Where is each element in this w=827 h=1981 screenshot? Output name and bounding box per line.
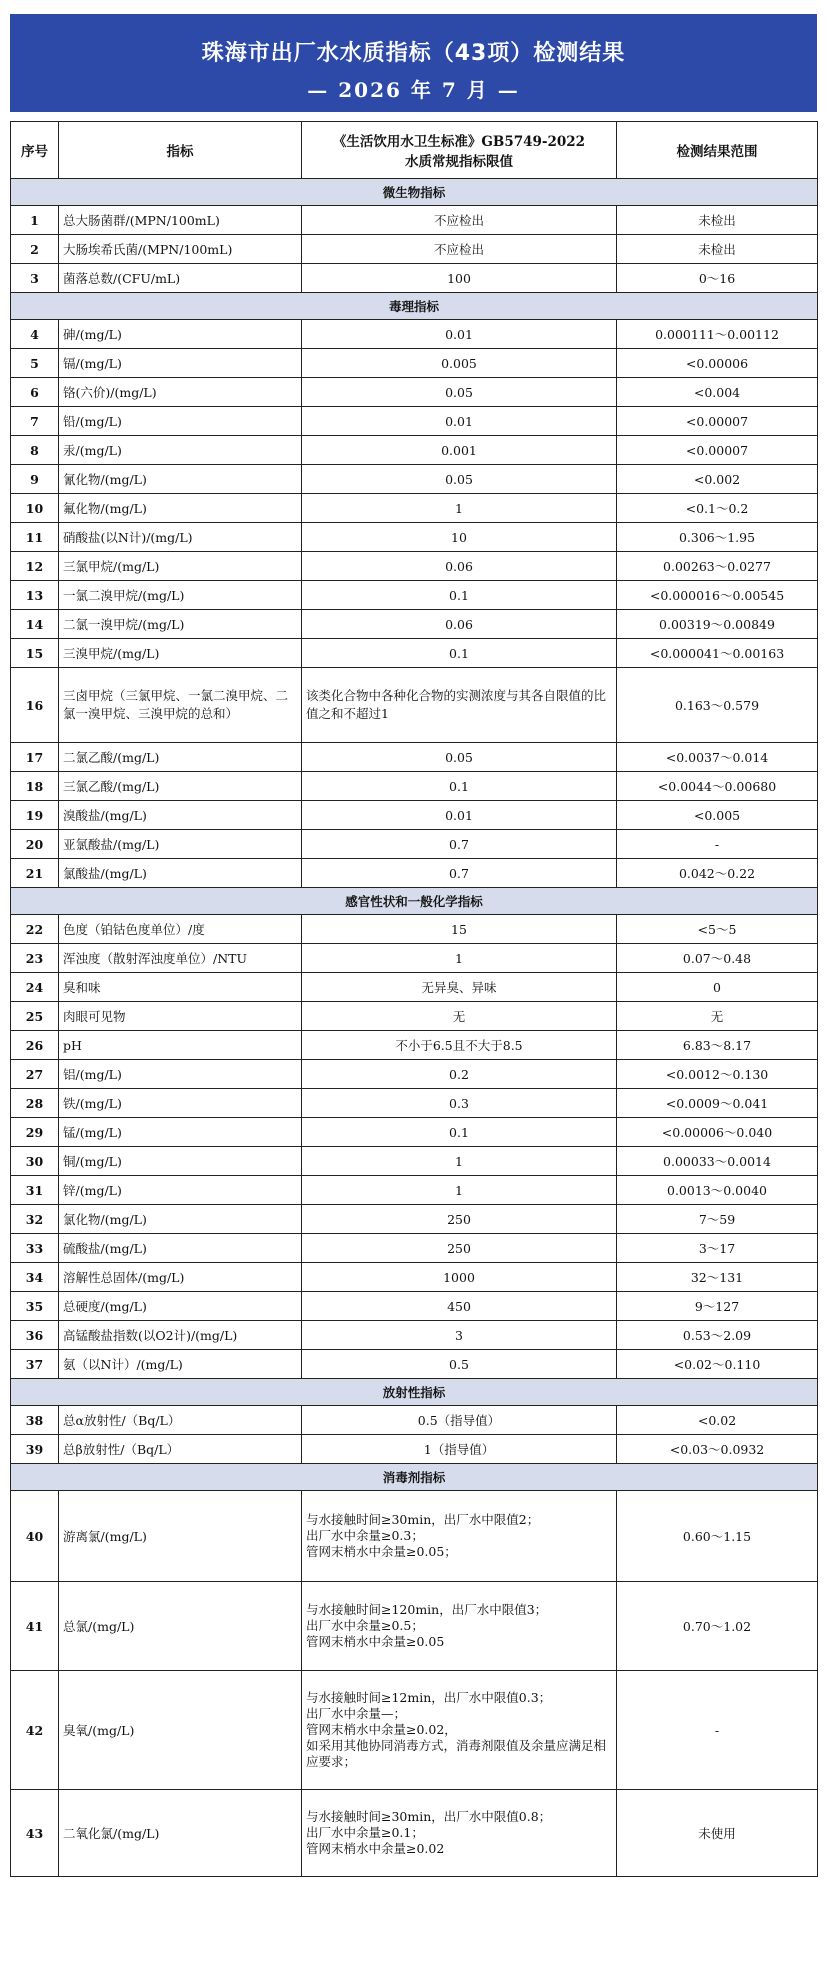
header-limit-line1: 《生活饮用水卫生标准》GB5749-2022: [332, 134, 586, 150]
limit-value: 1: [302, 1176, 617, 1205]
indicator-name: 臭氧/(mg/L): [59, 1671, 302, 1790]
result-value: <0.004: [617, 378, 818, 407]
table-row: [11, 465, 818, 494]
table-row: [11, 1089, 818, 1118]
limit-line: 如采用其他协同消毒方式，消毒剂限值及余量应满足相应要求；: [306, 1738, 607, 1769]
row-number: 34: [11, 1263, 59, 1292]
table-row: [11, 523, 818, 552]
row-number: 37: [11, 1350, 59, 1379]
indicator-name: 铅/(mg/L): [59, 407, 302, 436]
limit-value: 0.05: [302, 743, 617, 772]
results-table: [10, 121, 818, 1877]
row-number: 27: [11, 1060, 59, 1089]
section-row: [11, 1379, 818, 1406]
section-row: [11, 293, 818, 320]
indicator-name: 硫酸盐/(mg/L): [59, 1234, 302, 1263]
table-row: [11, 494, 818, 523]
limit-line: 管网末梢水中余量≥0.05；: [306, 1544, 457, 1559]
table-row: [11, 801, 818, 830]
result-value: 0.000111～0.00112: [617, 320, 818, 349]
row-number: 20: [11, 830, 59, 859]
limit-value: 不应检出: [302, 206, 617, 235]
table-row: [11, 1031, 818, 1060]
table-row: [11, 349, 818, 378]
result-value: 0～16: [617, 264, 818, 293]
row-number: 33: [11, 1234, 59, 1263]
result-value: <0.002: [617, 465, 818, 494]
limit-value: 0.01: [302, 801, 617, 830]
section-title: 消毒剂指标: [11, 1464, 818, 1491]
limit-value: 0.1: [302, 581, 617, 610]
result-value: 0.0013～0.0040: [617, 1176, 818, 1205]
section-title: 毒理指标: [11, 293, 818, 320]
header-limit: [302, 122, 617, 179]
limit-line: 出厂水中余量≥0.5；: [306, 1618, 424, 1633]
table-row: [11, 1147, 818, 1176]
indicator-name: 总氯/(mg/L): [59, 1582, 302, 1671]
row-number: 6: [11, 378, 59, 407]
row-number: 13: [11, 581, 59, 610]
indicator-name: 氟化物/(mg/L): [59, 494, 302, 523]
result-value: 0.53～2.09: [617, 1321, 818, 1350]
limit-value: 不应检出: [302, 235, 617, 264]
result-value: 0: [617, 973, 818, 1002]
row-number: 16: [11, 668, 59, 743]
row-number: 9: [11, 465, 59, 494]
limit-value: [302, 1671, 617, 1790]
row-number: 35: [11, 1292, 59, 1321]
indicator-name: 臭和味: [59, 973, 302, 1002]
table-row: [11, 830, 818, 859]
table-body: [11, 179, 818, 1877]
row-number: 42: [11, 1671, 59, 1790]
page-subtitle: — 2026 年 7 月 —: [307, 78, 520, 102]
row-number: 15: [11, 639, 59, 668]
page-title: 珠海市出厂水水质指标（43项）检测结果: [201, 41, 626, 66]
section-title: 放射性指标: [11, 1379, 818, 1406]
limit-value: 1: [302, 944, 617, 973]
table-row: [11, 206, 818, 235]
table-row: [11, 1671, 818, 1790]
indicator-name: 总大肠菌群/(MPN/100mL): [59, 206, 302, 235]
indicator-name: 三氯乙酸/(mg/L): [59, 772, 302, 801]
result-value: <0.0012～0.130: [617, 1060, 818, 1089]
indicator-name: 砷/(mg/L): [59, 320, 302, 349]
row-number: 30: [11, 1147, 59, 1176]
limit-line: 出厂水中余量≥0.1；: [306, 1825, 424, 1840]
limit-value: 100: [302, 264, 617, 293]
table-row: [11, 436, 818, 465]
limit-line: 出厂水中余量—；: [306, 1706, 407, 1721]
indicator-name: 溶解性总固体/(mg/L): [59, 1263, 302, 1292]
table-row: [11, 378, 818, 407]
indicator-name: 三溴甲烷/(mg/L): [59, 639, 302, 668]
table-row: [11, 915, 818, 944]
result-value: 3～17: [617, 1234, 818, 1263]
result-value: <0.02: [617, 1406, 818, 1435]
result-value: 0.042～0.22: [617, 859, 818, 888]
result-value: 0.70～1.02: [617, 1582, 818, 1671]
row-number: 23: [11, 944, 59, 973]
indicator-name: 总β放射性/（Bq/L）: [59, 1435, 302, 1464]
row-number: 29: [11, 1118, 59, 1147]
indicator-name: 氰化物/(mg/L): [59, 465, 302, 494]
table-row: [11, 1263, 818, 1292]
row-number: 41: [11, 1582, 59, 1671]
indicator-name: 铁/(mg/L): [59, 1089, 302, 1118]
limit-value: [302, 1790, 617, 1877]
limit-line: 与水接触时间≥120min，出厂水中限值3；: [306, 1602, 548, 1617]
result-value: 0.00319～0.00849: [617, 610, 818, 639]
row-number: 8: [11, 436, 59, 465]
table-row: [11, 859, 818, 888]
row-number: 5: [11, 349, 59, 378]
limit-value: 0.06: [302, 552, 617, 581]
section-title: 微生物指标: [11, 179, 818, 206]
table-row: [11, 1582, 818, 1671]
result-value: 0.306～1.95: [617, 523, 818, 552]
limit-value: 0.2: [302, 1060, 617, 1089]
limit-line: 管网末梢水中余量≥0.02，: [306, 1722, 457, 1737]
result-value: 9～127: [617, 1292, 818, 1321]
table-row: [11, 320, 818, 349]
indicator-name: 亚氯酸盐/(mg/L): [59, 830, 302, 859]
result-value: <0.1～0.2: [617, 494, 818, 523]
limit-value: 0.06: [302, 610, 617, 639]
result-value: <0.000041～0.00163: [617, 639, 818, 668]
indicator-name: 镉/(mg/L): [59, 349, 302, 378]
table-row: [11, 1205, 818, 1234]
limit-value: 0.05: [302, 378, 617, 407]
table-row: [11, 235, 818, 264]
result-value: <0.00006～0.040: [617, 1118, 818, 1147]
table-row: [11, 1002, 818, 1031]
limit-value: 0.001: [302, 436, 617, 465]
indicator-name: 氨（以N计）/(mg/L): [59, 1350, 302, 1379]
indicator-name: 汞/(mg/L): [59, 436, 302, 465]
result-value: -: [617, 1671, 818, 1790]
limit-value: 0.7: [302, 830, 617, 859]
table-row: [11, 1406, 818, 1435]
result-value: <0.00007: [617, 407, 818, 436]
table-row: [11, 1176, 818, 1205]
limit-value: [302, 1491, 617, 1582]
row-number: 18: [11, 772, 59, 801]
limit-value: 10: [302, 523, 617, 552]
row-number: 38: [11, 1406, 59, 1435]
result-value: <0.03～0.0932: [617, 1435, 818, 1464]
result-value: 32～131: [617, 1263, 818, 1292]
table-row: [11, 407, 818, 436]
limit-line: 与水接触时间≥30min，出厂水中限值0.8；: [306, 1809, 552, 1824]
limit-value: 0.1: [302, 1118, 617, 1147]
limit-line: 出厂水中余量≥0.3；: [306, 1528, 424, 1543]
indicator-name: 铝/(mg/L): [59, 1060, 302, 1089]
table-row: [11, 944, 818, 973]
indicator-name: 游离氯/(mg/L): [59, 1491, 302, 1582]
limit-line: 与水接触时间≥30min，出厂水中限值2；: [306, 1512, 540, 1527]
table-row: [11, 1321, 818, 1350]
result-value: <0.00007: [617, 436, 818, 465]
header-limit-line2: 水质常规指标限值: [405, 154, 513, 170]
row-number: 24: [11, 973, 59, 1002]
indicator-name: 浑浊度（散射浑浊度单位）/NTU: [59, 944, 302, 973]
limit-value: 无: [302, 1002, 617, 1031]
row-number: 17: [11, 743, 59, 772]
limit-value: 450: [302, 1292, 617, 1321]
limit-line: 与水接触时间≥12min，出厂水中限值0.3；: [306, 1690, 552, 1705]
indicator-name: 大肠埃希氏菌/(MPN/100mL): [59, 235, 302, 264]
table-row: [11, 610, 818, 639]
limit-value: 1: [302, 494, 617, 523]
row-number: 4: [11, 320, 59, 349]
limit-line: 管网末梢水中余量≥0.05: [306, 1634, 445, 1649]
limit-value: 无异臭、异味: [302, 973, 617, 1002]
limit-value: 0.05: [302, 465, 617, 494]
table-row: [11, 1234, 818, 1263]
indicator-name: 硝酸盐(以N计)/(mg/L): [59, 523, 302, 552]
row-number: 10: [11, 494, 59, 523]
table-row: [11, 1491, 818, 1582]
table-row: [11, 1292, 818, 1321]
indicator-name: 二氯一溴甲烷/(mg/L): [59, 610, 302, 639]
section-title: 感官性状和一般化学指标: [11, 888, 818, 915]
section-row: [11, 1464, 818, 1491]
result-value: 0.163～0.579: [617, 668, 818, 743]
limit-value: 0.5（指导值）: [302, 1406, 617, 1435]
table-row: [11, 1435, 818, 1464]
limit-value: 0.005: [302, 349, 617, 378]
indicator-name: 菌落总数/(CFU/mL): [59, 264, 302, 293]
limit-value: 0.1: [302, 639, 617, 668]
indicator-name: 色度（铂钴色度单位）/度: [59, 915, 302, 944]
row-number: 32: [11, 1205, 59, 1234]
header-indicator: 指标: [59, 122, 302, 179]
result-value: 0.00263～0.0277: [617, 552, 818, 581]
header-result: 检测结果范围: [617, 122, 818, 179]
result-value: <0.00006: [617, 349, 818, 378]
indicator-name: 三氯甲烷/(mg/L): [59, 552, 302, 581]
indicator-name: 铜/(mg/L): [59, 1147, 302, 1176]
indicator-name: 锰/(mg/L): [59, 1118, 302, 1147]
table-row: [11, 639, 818, 668]
indicator-name: 氯酸盐/(mg/L): [59, 859, 302, 888]
result-value: 0.00033～0.0014: [617, 1147, 818, 1176]
limit-value: 该类化合物中各种化合物的实测浓度与其各自限值的比值之和不超过1: [302, 668, 617, 743]
row-number: 31: [11, 1176, 59, 1205]
table-row: [11, 1790, 818, 1877]
indicator-name: 二氯乙酸/(mg/L): [59, 743, 302, 772]
limit-value: 0.5: [302, 1350, 617, 1379]
indicator-name: 三卤甲烷（三氯甲烷、一氯二溴甲烷、二氯一溴甲烷、三溴甲烷的总和）: [59, 668, 302, 743]
limit-value: 0.7: [302, 859, 617, 888]
row-number: 3: [11, 264, 59, 293]
row-number: 7: [11, 407, 59, 436]
indicator-name: 二氧化氯/(mg/L): [59, 1790, 302, 1877]
row-number: 14: [11, 610, 59, 639]
indicator-name: 铬(六价)/(mg/L): [59, 378, 302, 407]
result-value: <0.005: [617, 801, 818, 830]
limit-value: 250: [302, 1234, 617, 1263]
limit-value: 1000: [302, 1263, 617, 1292]
result-value: 0.07～0.48: [617, 944, 818, 973]
row-number: 12: [11, 552, 59, 581]
table-row: [11, 264, 818, 293]
section-row: [11, 179, 818, 206]
row-number: 11: [11, 523, 59, 552]
indicator-name: 总α放射性/（Bq/L）: [59, 1406, 302, 1435]
result-value: 未使用: [617, 1790, 818, 1877]
indicator-name: 一氯二溴甲烷/(mg/L): [59, 581, 302, 610]
result-value: <0.000016～0.00545: [617, 581, 818, 610]
table-row: [11, 1060, 818, 1089]
result-value: 7～59: [617, 1205, 818, 1234]
table-row: [11, 973, 818, 1002]
indicator-name: pH: [59, 1031, 302, 1060]
row-number: 39: [11, 1435, 59, 1464]
limit-value: [302, 1582, 617, 1671]
row-number: 25: [11, 1002, 59, 1031]
table-row: [11, 1350, 818, 1379]
result-value: 0.60～1.15: [617, 1491, 818, 1582]
indicator-name: 总硬度/(mg/L): [59, 1292, 302, 1321]
row-number: 22: [11, 915, 59, 944]
limit-value: 250: [302, 1205, 617, 1234]
table-row: [11, 552, 818, 581]
table-row: [11, 772, 818, 801]
section-row: [11, 888, 818, 915]
row-number: 40: [11, 1491, 59, 1582]
result-value: <0.0044～0.00680: [617, 772, 818, 801]
table-row: [11, 1118, 818, 1147]
title-banner: [10, 14, 817, 112]
result-value: 无: [617, 1002, 818, 1031]
limit-line: 管网末梢水中余量≥0.02: [306, 1841, 445, 1856]
result-value: <0.0009～0.041: [617, 1089, 818, 1118]
result-value: <5～5: [617, 915, 818, 944]
limit-value: 15: [302, 915, 617, 944]
row-number: 1: [11, 206, 59, 235]
result-value: -: [617, 830, 818, 859]
limit-value: 1（指导值）: [302, 1435, 617, 1464]
header-no: 序号: [11, 122, 59, 179]
table-row: [11, 581, 818, 610]
limit-value: 0.1: [302, 772, 617, 801]
row-number: 2: [11, 235, 59, 264]
table-header-row: [11, 122, 818, 179]
row-number: 21: [11, 859, 59, 888]
limit-value: 0.3: [302, 1089, 617, 1118]
row-number: 28: [11, 1089, 59, 1118]
result-value: <0.0037～0.014: [617, 743, 818, 772]
limit-value: 不小于6.5且不大于8.5: [302, 1031, 617, 1060]
indicator-name: 氯化物/(mg/L): [59, 1205, 302, 1234]
result-value: <0.02～0.110: [617, 1350, 818, 1379]
indicator-name: 高锰酸盐指数(以O2计)/(mg/L): [59, 1321, 302, 1350]
table-row: [11, 668, 818, 743]
result-value: 未检出: [617, 206, 818, 235]
limit-value: 0.01: [302, 320, 617, 349]
limit-value: 1: [302, 1147, 617, 1176]
row-number: 19: [11, 801, 59, 830]
limit-value: 0.01: [302, 407, 617, 436]
indicator-name: 锌/(mg/L): [59, 1176, 302, 1205]
table-row: [11, 743, 818, 772]
result-value: 未检出: [617, 235, 818, 264]
row-number: 43: [11, 1790, 59, 1877]
result-value: 6.83～8.17: [617, 1031, 818, 1060]
limit-value: 3: [302, 1321, 617, 1350]
row-number: 26: [11, 1031, 59, 1060]
indicator-name: 溴酸盐/(mg/L): [59, 801, 302, 830]
indicator-name: 肉眼可见物: [59, 1002, 302, 1031]
row-number: 36: [11, 1321, 59, 1350]
